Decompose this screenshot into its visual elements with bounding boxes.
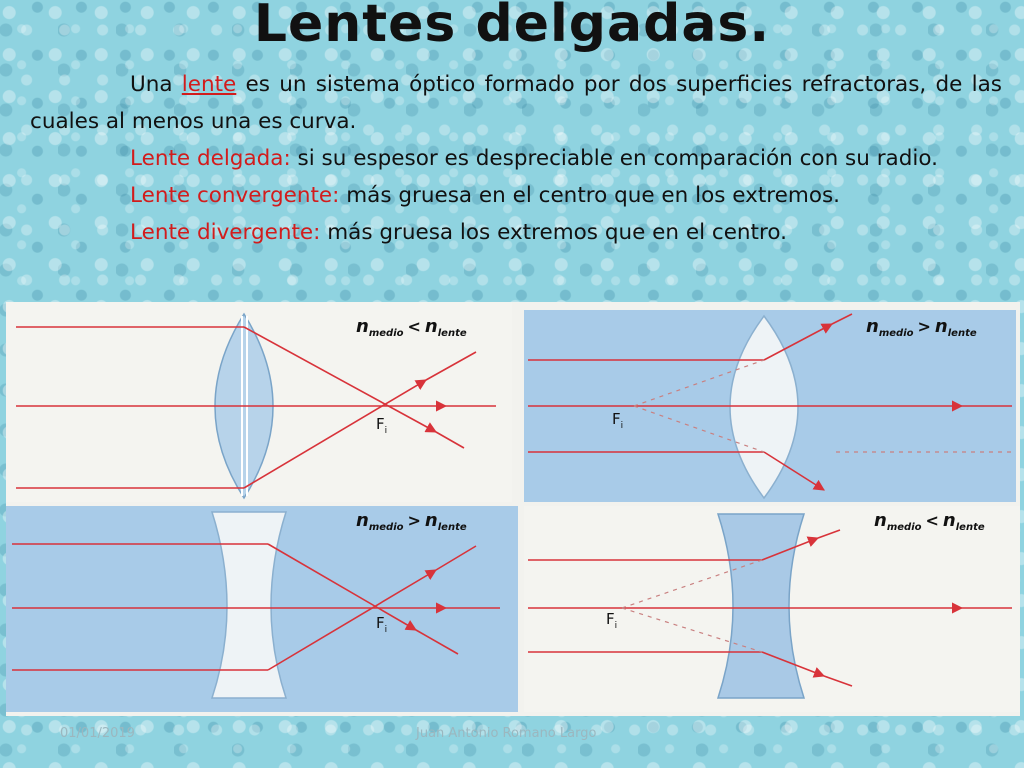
paragraph-lente-convergente	[30, 177, 1002, 214]
term-lente: lente	[181, 72, 237, 97]
focus-subscript: i	[384, 625, 388, 635]
paragraph-lente-delgada	[30, 140, 1002, 177]
paragraph-lente-divergente	[30, 214, 1002, 251]
slide-title: Lentes delgadas.	[253, 0, 771, 54]
subscript-medio: medio	[878, 328, 914, 339]
panel-converging-lens-nmedio-lt-nlente	[6, 302, 512, 502]
lens-diagram-svg	[6, 302, 1020, 716]
focus-subscript: i	[614, 621, 618, 631]
n-symbol: n	[874, 510, 887, 531]
subscript-lente: lente	[947, 328, 977, 339]
focus-label: F	[612, 410, 621, 428]
slide-body	[30, 66, 1002, 251]
text: si su espesor es despreciable en comparación con su radio.	[290, 146, 938, 171]
subscript-medio: medio	[368, 522, 404, 533]
subscript-medio: medio	[886, 522, 922, 533]
n-symbol: n	[866, 316, 879, 337]
n-symbol: n	[356, 510, 369, 531]
n-symbol: n	[934, 316, 948, 337]
text: más gruesa los extremos que en el centro.	[320, 220, 787, 245]
subscript-lente: lente	[437, 522, 467, 533]
focus-subscript: i	[620, 421, 624, 431]
paragraph-lente	[30, 66, 1002, 140]
text: Una	[130, 72, 182, 97]
subscript-lente: lente	[437, 328, 467, 339]
focus-label: F	[376, 614, 385, 632]
focus-subscript: i	[384, 426, 388, 436]
subscript-medio: medio	[368, 328, 404, 339]
footer-date: 01/01/2019	[60, 726, 135, 741]
term-lente-delgada: Lente delgada:	[130, 146, 291, 171]
focus-label: F	[606, 610, 615, 628]
text: más gruesa en el centro que en los extremos.	[339, 183, 841, 208]
n-symbol: n	[424, 316, 438, 337]
comparison-operator: <	[925, 511, 939, 530]
panel-convex-lens-nmedio-gt-nlente	[524, 310, 1016, 502]
n-symbol: n	[942, 510, 956, 531]
comparison-operator: <	[407, 317, 421, 336]
comparison-operator: >	[407, 511, 421, 530]
panel-concave-lens-nmedio-gt-nlente	[6, 506, 518, 712]
footer-author: Juan Antonio Romano Largo	[416, 726, 597, 741]
term-lente-convergente: Lente convergente:	[130, 183, 340, 208]
comparison-operator: >	[917, 317, 931, 336]
n-symbol: n	[356, 316, 369, 337]
focus-label: F	[376, 415, 385, 433]
term-lente-divergente: Lente divergente:	[130, 220, 321, 245]
lens-diagram-figure	[6, 302, 1020, 716]
panel-concave-lens-nmedio-lt-nlente	[524, 506, 1020, 712]
subscript-lente: lente	[955, 522, 985, 533]
text: es un sistema óptico formado por dos superficies refractoras, de las cuales al menos una es curva.	[30, 72, 1002, 134]
n-symbol: n	[424, 510, 438, 531]
